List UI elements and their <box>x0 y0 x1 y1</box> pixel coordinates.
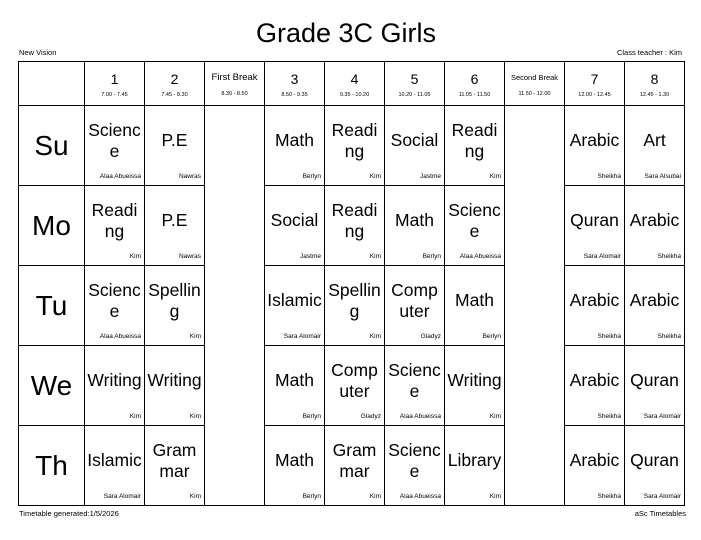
period-time: 8.50 - 9.35 <box>281 91 308 98</box>
period-time: 7.00 - 7.45 <box>101 91 128 98</box>
lesson-cell <box>565 186 625 266</box>
lesson-cell <box>625 426 685 506</box>
subject-name: Reading <box>331 119 378 161</box>
subject-name: Spelling <box>328 279 381 321</box>
lesson-cell <box>625 186 685 266</box>
teacher-name: Sheikha <box>657 333 681 340</box>
teacher-name: Alaa Abueissa <box>459 253 501 260</box>
day-row <box>19 106 685 186</box>
subject-name: Arabic <box>629 210 680 230</box>
subject-name: Writing <box>87 370 142 390</box>
teacher-name: Kim <box>489 493 501 500</box>
lesson-cell <box>145 426 205 506</box>
teacher-name: Kim <box>489 173 501 180</box>
period-time: 10.20 - 11.05 <box>398 91 431 98</box>
period-time: 12.45 - 1.30 <box>639 91 670 98</box>
subject-name: Science <box>388 359 441 401</box>
teacher-name: Sara Alsubai <box>644 173 681 180</box>
period-number: 7 <box>590 70 599 87</box>
break-cell <box>205 186 265 266</box>
subject-name: Science <box>448 199 501 241</box>
teacher-name: Berlyn <box>482 333 501 340</box>
lesson-cell <box>85 186 145 266</box>
period-number: 3 <box>290 70 299 87</box>
subject-name: Quran <box>630 450 679 470</box>
teacher-name: Nawras <box>178 173 201 180</box>
lesson-cell <box>565 346 625 426</box>
teacher-name: Sara Alomair <box>103 493 141 500</box>
lesson-cell <box>385 266 445 346</box>
period-time: 9.35 - 10.20 <box>339 91 370 98</box>
break-cell <box>205 426 265 506</box>
subject-name: Computer <box>331 359 378 401</box>
lesson-cell <box>265 106 325 186</box>
period-header <box>145 62 205 106</box>
lesson-cell <box>85 266 145 346</box>
subject-name: Math <box>455 290 494 310</box>
lesson-cell <box>325 186 385 266</box>
teacher-name: Kim <box>369 173 381 180</box>
subject-name: Math <box>275 130 314 150</box>
subject-name: Reading <box>331 199 378 241</box>
teacher-name: Kim <box>369 493 381 500</box>
period-header <box>625 62 685 106</box>
lesson-cell <box>625 346 685 426</box>
lesson-cell <box>325 426 385 506</box>
subject-name: Computer <box>391 279 438 321</box>
corner-cell <box>19 62 85 106</box>
day-row <box>19 426 685 506</box>
subject-name: Science <box>88 279 141 321</box>
day-label: Su <box>19 106 85 186</box>
day-label: Th <box>19 426 85 506</box>
period-header <box>565 62 625 106</box>
day-row <box>19 186 685 266</box>
lesson-cell <box>625 266 685 346</box>
lesson-cell <box>265 346 325 426</box>
subject-name: Reading <box>451 119 498 161</box>
lesson-cell <box>445 186 505 266</box>
break-cell <box>505 346 565 426</box>
subject-name: Writing <box>447 370 502 390</box>
teacher-name: Alaa Abueissa <box>99 173 141 180</box>
timetable-grid <box>18 61 685 506</box>
subject-name: Social <box>270 210 319 230</box>
period-number: 6 <box>470 70 479 87</box>
period-number: 5 <box>410 70 419 87</box>
school-name: New Vision <box>19 48 57 57</box>
subject-name: Science <box>88 119 141 161</box>
teacher-name: Kim <box>369 253 381 260</box>
teacher-name: Kim <box>129 413 141 420</box>
teacher-name: Sara Alomair <box>643 413 681 420</box>
subject-name: Writing <box>147 370 202 390</box>
subject-name: Arabic <box>629 290 680 310</box>
break-cell <box>205 266 265 346</box>
subject-name: Art <box>643 130 666 150</box>
period-number: 8 <box>650 70 659 87</box>
teacher-name: Gladyz <box>420 333 441 340</box>
teacher-name: Kim <box>189 493 201 500</box>
teacher-name: Kim <box>489 413 501 420</box>
period-header <box>445 62 505 106</box>
lesson-cell <box>385 346 445 426</box>
teacher-name: Jastme <box>300 253 321 260</box>
subject-name: Math <box>275 370 314 390</box>
lesson-cell <box>145 186 205 266</box>
lesson-cell <box>565 266 625 346</box>
teacher-name: Berlyn <box>302 173 321 180</box>
lesson-cell <box>145 266 205 346</box>
break-cell <box>205 346 265 426</box>
teacher-name: Alaa Abueissa <box>399 413 441 420</box>
day-label: Mo <box>19 186 85 266</box>
teacher-name: Berlyn <box>422 253 441 260</box>
period-time: 11.05 - 11.50 <box>458 91 491 98</box>
subject-name: Grammar <box>332 439 377 481</box>
break-header <box>205 62 265 106</box>
lesson-cell <box>85 106 145 186</box>
teacher-name: Sara Alomair <box>283 333 321 340</box>
subject-name: Arabic <box>569 290 620 310</box>
lesson-cell <box>145 346 205 426</box>
subject-name: Arabic <box>569 370 620 390</box>
lesson-cell <box>445 426 505 506</box>
period-time: 8.30 - 8.50 <box>221 90 248 97</box>
teacher-name: Berlyn <box>302 413 321 420</box>
lesson-cell <box>385 426 445 506</box>
lesson-cell <box>445 346 505 426</box>
lesson-cell <box>85 346 145 426</box>
break-name: Second Break <box>510 72 559 82</box>
lesson-cell <box>265 426 325 506</box>
teacher-name: Nawras <box>178 253 201 260</box>
subject-name: Islamic <box>87 450 142 470</box>
lesson-cell <box>325 346 385 426</box>
teacher-name: Berlyn <box>302 493 321 500</box>
subject-name: Library <box>447 450 502 470</box>
lesson-cell <box>325 106 385 186</box>
generated-date: Timetable generated:1/5/2026 <box>19 509 119 518</box>
subject-name: Reading <box>91 199 138 241</box>
lesson-cell <box>565 426 625 506</box>
break-cell <box>505 426 565 506</box>
teacher-name: Sara Alomair <box>643 493 681 500</box>
period-header <box>385 62 445 106</box>
teacher-name: Sheikha <box>597 173 621 180</box>
subject-name: Quran <box>570 210 619 230</box>
teacher-name: Sheikha <box>597 413 621 420</box>
teacher-name: Kim <box>189 413 201 420</box>
subject-name: Math <box>395 210 434 230</box>
period-time: 11.50 - 12.00 <box>518 90 551 97</box>
period-header <box>265 62 325 106</box>
teacher-name: Alaa Abueissa <box>399 493 441 500</box>
subject-name: Arabic <box>569 130 620 150</box>
lesson-cell <box>385 186 445 266</box>
teacher-name: Sheikha <box>657 253 681 260</box>
period-number: 1 <box>110 70 119 87</box>
lesson-cell <box>265 266 325 346</box>
teacher-name: Gladyz <box>360 413 381 420</box>
subject-name: P.E <box>161 210 188 230</box>
period-header <box>325 62 385 106</box>
subject-name: Spelling <box>148 279 201 321</box>
subject-name: Grammar <box>152 439 197 481</box>
teacher-name: Sara Alomair <box>583 253 621 260</box>
subject-name: Math <box>275 450 314 470</box>
teacher-name: Jastme <box>420 173 441 180</box>
break-cell <box>505 186 565 266</box>
break-cell <box>505 266 565 346</box>
subject-name: Arabic <box>569 450 620 470</box>
teacher-name: Kim <box>129 253 141 260</box>
break-cell <box>205 106 265 186</box>
period-time: 12.00 - 12.45 <box>578 91 611 98</box>
teacher-name: Sheikha <box>597 333 621 340</box>
teacher-name: Alaa Abueissa <box>99 333 141 340</box>
subject-name: Islamic <box>267 290 322 310</box>
lesson-cell <box>565 106 625 186</box>
lesson-cell <box>145 106 205 186</box>
subject-name: Science <box>388 439 441 481</box>
period-time: 7.45 - 8.30 <box>161 91 188 98</box>
lesson-cell <box>445 266 505 346</box>
class-teacher: Class teacher : Kim <box>616 48 682 57</box>
day-row <box>19 346 685 426</box>
lesson-cell <box>385 106 445 186</box>
lesson-cell <box>325 266 385 346</box>
break-name: First Break <box>211 71 258 83</box>
period-header <box>85 62 145 106</box>
day-row <box>19 266 685 346</box>
lesson-cell <box>445 106 505 186</box>
app-credit: aSc Timetables <box>634 509 686 518</box>
day-label: We <box>19 346 85 426</box>
subject-name: Quran <box>630 370 679 390</box>
subject-name: P.E <box>161 130 188 150</box>
header-row <box>19 62 685 106</box>
teacher-name: Sheikha <box>597 493 621 500</box>
lesson-cell <box>265 186 325 266</box>
day-label: Tu <box>19 266 85 346</box>
teacher-name: Kim <box>369 333 381 340</box>
timetable-title: Grade 3C Girls <box>255 18 437 48</box>
lesson-cell <box>85 426 145 506</box>
period-number: 4 <box>350 70 359 87</box>
break-cell <box>505 106 565 186</box>
break-header <box>505 62 565 106</box>
period-number: 2 <box>170 70 179 87</box>
subject-name: Social <box>390 130 439 150</box>
teacher-name: Kim <box>189 333 201 340</box>
lesson-cell <box>625 106 685 186</box>
